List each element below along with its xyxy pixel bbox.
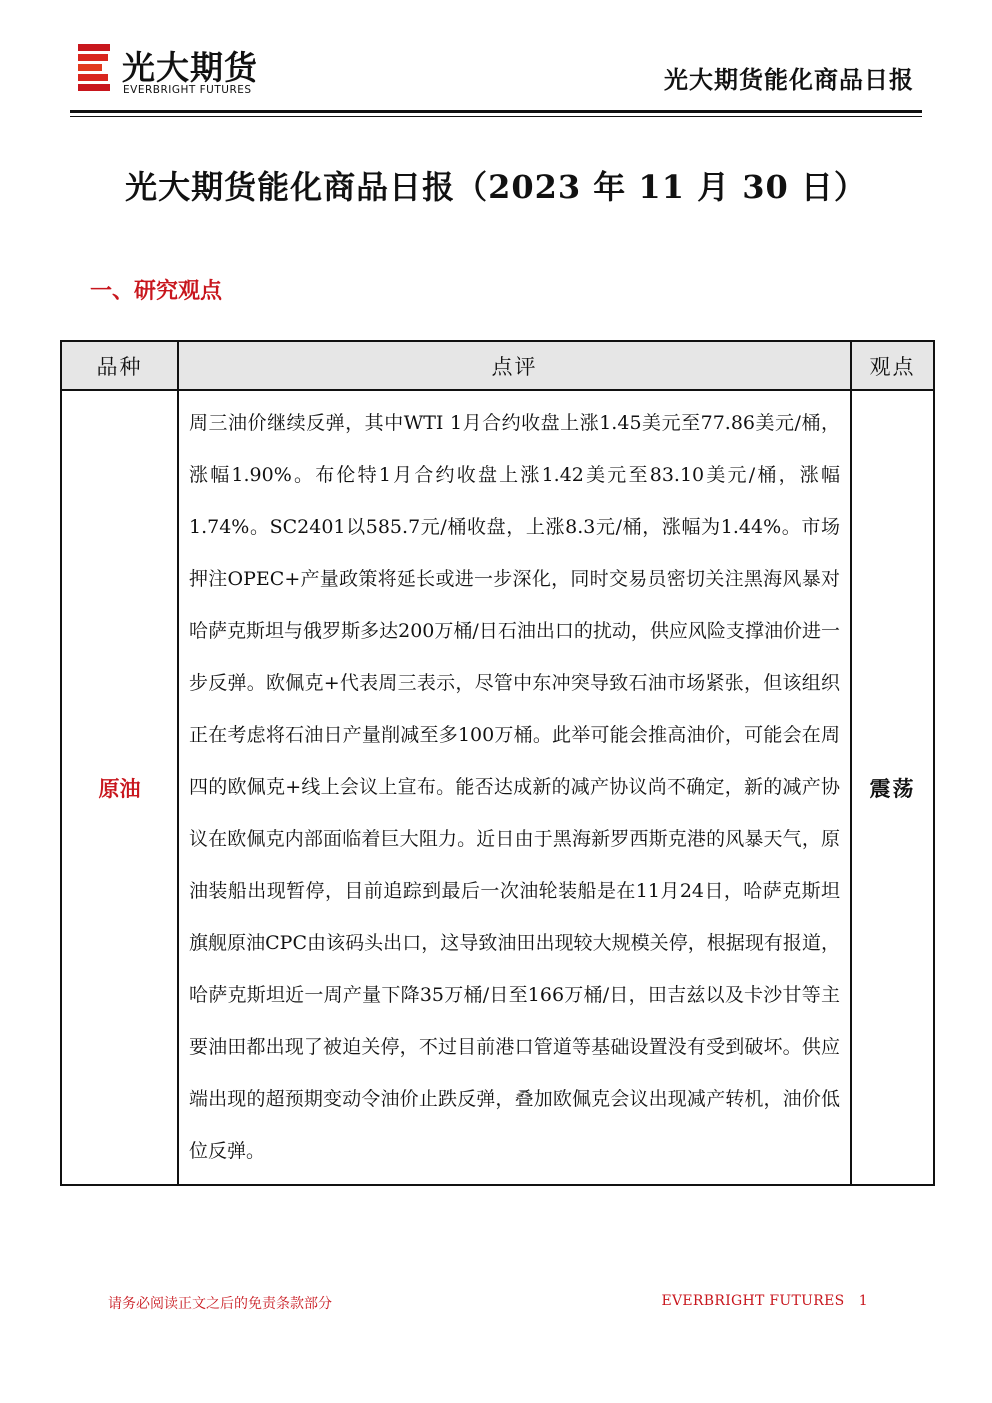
report-name: 光大期货能化商品日报: [664, 65, 914, 94]
logo-subtext: EVERBRIGHT FUTURES: [123, 84, 252, 96]
header-divider-thin: [70, 116, 922, 117]
table-header-row: [61, 341, 934, 390]
page-number: 1: [858, 1293, 868, 1309]
comment-cell: 周三油价继续反弹，其中WTI 1月合约收盘上涨1.45美元至77.86美元/桶，涨幅1.90%。布伦特1月合约收盘上涨1.42美元至83.10美元/桶，涨幅1.74%。SC2401以585.7元/桶收盘，上涨8.3元/桶，涨幅为1.44%。市场押注OPEC+产量政策将延长或进一步深化，同时交易员密切关注黑海风暴对哈萨克斯坦与俄罗斯多达200万桶/日石油出口的扰动，供应风险支撑油价进一步反弹。欧佩克+代表周三表示，尽管中东冲突导致石油市场紧张，但该组织正在考虑将石油日产量削减至多100万桶。此举可能会推高油价，可能会在周四的欧佩克+线上会议上宣布。能否达成新的减产协议尚不确定，新的减产协议在欧佩克内部面临着巨大阻力。近日由于黑海新罗西斯克港的风暴天气，原油装船出现暂停，目前追踪到最后一次油轮装船是在11月24日，哈萨克斯坦旗舰原油CPC由该码头出口，这导致油田出现较大规模关停，根据现有报道，哈萨克斯坦近一周产量下降35万桶/日至166万桶/日，田吉兹以及卡沙甘等主要油田都出现了被迫关停，不过目前港口管道等基础设置没有受到破坏。供应端出现的超预期变动令油价止跌反弹，叠加欧佩克会议出现减产转机，油价低位反弹。: [178, 390, 851, 1185]
column-header-view: 观点: [851, 341, 934, 390]
header-divider: [70, 110, 922, 113]
footer-company: EVERBRIGHT FUTURES: [661, 1293, 845, 1309]
footer-right: [661, 1293, 868, 1309]
category-cell: 原油: [61, 390, 178, 1185]
column-header-category: 品种: [61, 341, 178, 390]
view-cell: 震荡: [851, 390, 934, 1185]
research-view-table: [60, 340, 935, 1186]
column-header-comment: 点评: [178, 341, 851, 390]
logo-text: 光大期货: [122, 48, 258, 87]
document-title: 光大期货能化商品日报（2023 年 11 月 30 日）: [125, 168, 867, 206]
table-row: [61, 390, 934, 1185]
page-header: [70, 36, 922, 116]
everbright-logo-icon: [78, 44, 110, 94]
footer-disclaimer: 请务必阅读正文之后的免责条款部分: [108, 1296, 332, 1312]
section-heading: 一、研究观点: [90, 278, 223, 304]
